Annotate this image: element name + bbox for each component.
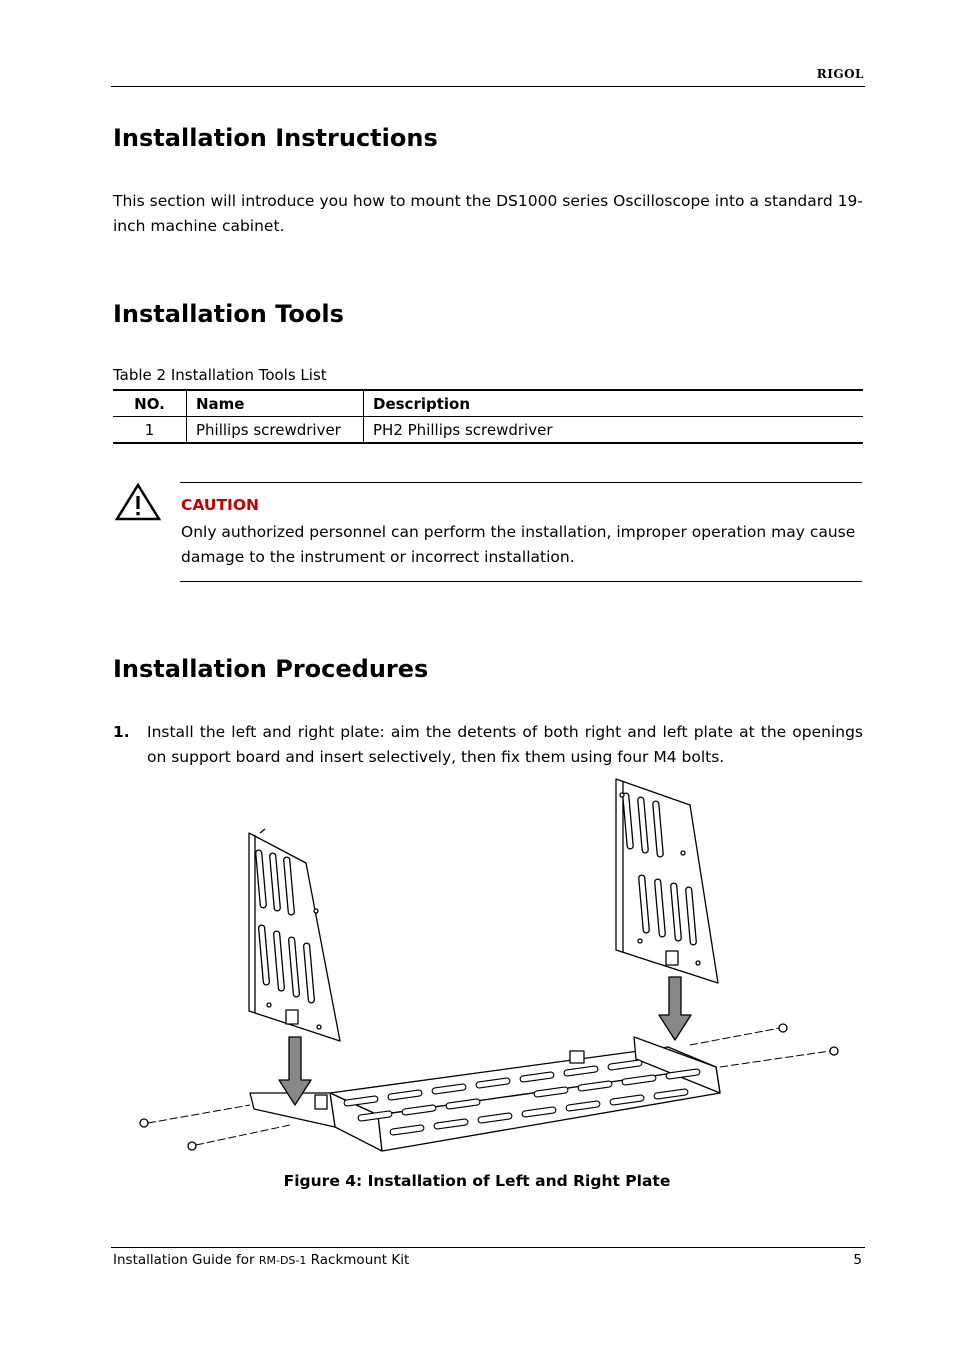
caution-bottom-rule [180, 581, 862, 582]
footer-guide-title [113, 1252, 409, 1268]
procedure-step [113, 720, 863, 770]
table-header-row [113, 390, 863, 417]
installation-diagram [130, 775, 844, 1165]
section-title-installation-procedures: Installation Procedures [113, 655, 429, 683]
caution-text: Only authorized personnel can perform the installation, improper operation may cause damage to the instrument or incorrect installation. [181, 523, 856, 566]
down-arrow-icon [659, 977, 691, 1040]
figure-caption: Figure 4: Installation of Left and Right Plate [283, 1172, 671, 1190]
step-text: Install the left and right plate: aim the detents of both right and left plate at the openings on support board and insert selectively, then fix them using four M4 bolts. [147, 723, 863, 766]
section-title-installation-instructions: Installation Instructions [113, 124, 438, 152]
page-number: 5 [853, 1252, 862, 1268]
left-plate [249, 829, 340, 1041]
cell-no: 1 [113, 417, 187, 444]
cell-description: PH2 Phillips screwdriver [373, 420, 553, 439]
warning-triangle-icon [114, 482, 162, 522]
intro-paragraph: This section will introduce you how to mount the DS1000 series Oscilloscope into a standard 19-inch machine cabinet. [113, 192, 863, 235]
tools-table [113, 389, 863, 444]
right-plate [616, 779, 718, 983]
section-title-installation-tools: Installation Tools [113, 300, 344, 328]
caution-title: CAUTION [181, 496, 259, 514]
table-caption: Table 2 Installation Tools List [113, 366, 327, 384]
step-number: 1. [113, 723, 130, 741]
footer-guide-suffix: Rackmount Kit [306, 1252, 410, 1268]
column-header-description: Description [373, 394, 471, 413]
footer-model: RM-DS-1 [258, 1254, 307, 1267]
support-board [250, 1037, 720, 1151]
table-row [113, 417, 863, 444]
caution-top-rule [180, 482, 862, 483]
footer-rule [111, 1247, 865, 1248]
brand-logo-text: RIGOL [816, 67, 864, 81]
header-rule [111, 86, 865, 87]
footer-guide-prefix: Installation Guide for [113, 1252, 259, 1268]
column-header-no: NO. [113, 390, 187, 417]
cell-name: Phillips screwdriver [187, 417, 364, 444]
column-header-name: Name [187, 390, 364, 417]
